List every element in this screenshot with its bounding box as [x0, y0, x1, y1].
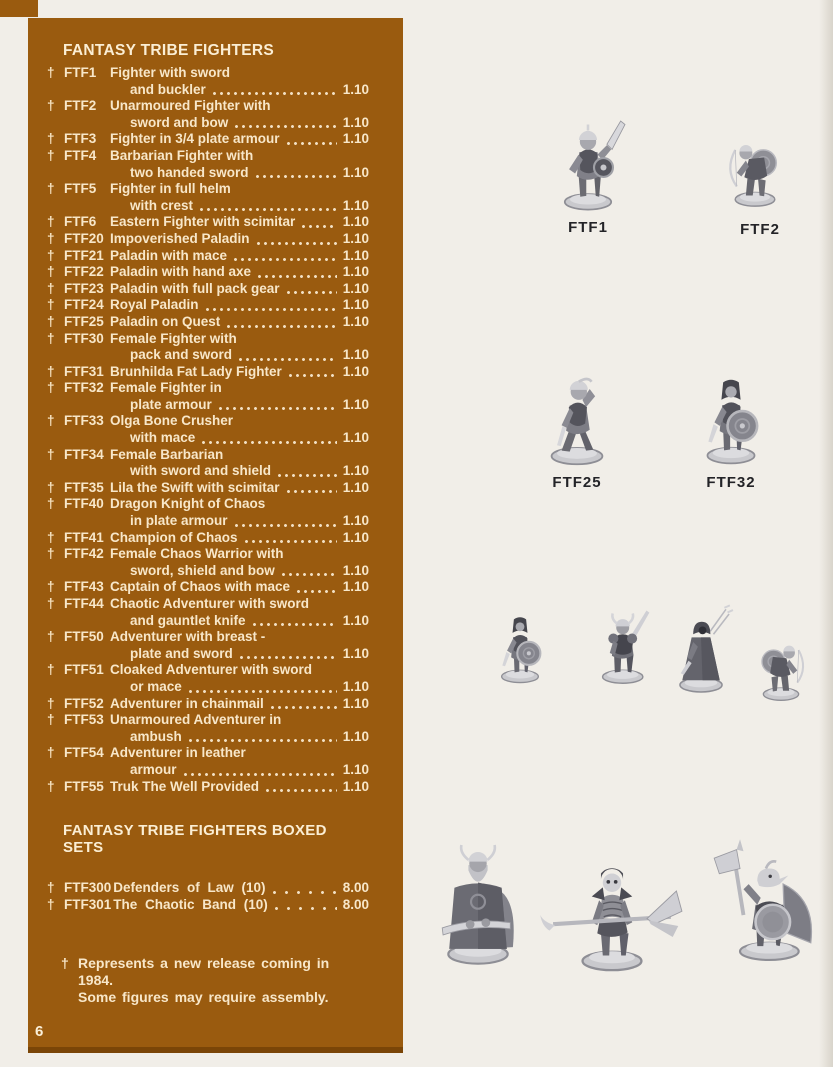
item-description-line: Paladin with hand axe — [110, 264, 252, 280]
item-description-line: Adventurer in chainmail — [110, 695, 264, 711]
item-price: 1.10 — [342, 562, 369, 578]
item-description — [110, 214, 369, 231]
item-description-line: armour — [130, 761, 177, 777]
catalog-item-row — [47, 447, 369, 480]
item-price: 1.10 — [342, 463, 369, 479]
item-code: FTF22 — [64, 264, 104, 280]
catalog-item-row — [47, 65, 369, 98]
catalog-item-row — [47, 530, 369, 547]
miniature-photo-group4-1 — [430, 818, 526, 975]
catalog-item-row — [47, 897, 369, 914]
ftf25-miniature-photo — [531, 340, 623, 467]
item-description — [110, 65, 369, 98]
item-price: 1.10 — [342, 513, 369, 529]
catalog-item-row — [47, 779, 369, 796]
item-description — [110, 314, 369, 331]
item-description-line: Fighter in full helm — [110, 181, 231, 197]
item-description-line: Cloaked Adventurer with sword — [110, 662, 313, 678]
item-code: FTF25 — [64, 313, 104, 329]
new-release-dagger-icon: † — [47, 297, 55, 313]
catalog-item-row — [47, 496, 369, 529]
catalog-item-row — [47, 264, 369, 281]
item-price: 1.10 — [342, 313, 369, 329]
item-code: FTF24 — [64, 297, 104, 313]
item-description — [110, 364, 369, 381]
item-code: FTF300 — [64, 880, 112, 896]
new-release-dagger-icon: † — [47, 65, 55, 80]
item-description-line: plate and sword — [130, 645, 233, 661]
new-release-dagger-icon: † — [47, 181, 55, 197]
dot-leader — [276, 463, 339, 480]
item-price: 1.10 — [342, 247, 369, 263]
item-description-line: with sword and shield — [130, 463, 272, 479]
item-description — [110, 98, 369, 131]
item-price: 1.10 — [342, 297, 369, 313]
item-code: FTF55 — [64, 778, 104, 794]
dot-leader — [233, 115, 338, 132]
item-description-line: with crest — [130, 197, 194, 213]
item-description — [110, 530, 369, 547]
miniature-photo-group3-2 — [586, 570, 658, 700]
ftf1-caption: FTF1 — [568, 219, 608, 236]
new-release-dagger-icon: † — [47, 247, 55, 263]
miniature-photo-group4-2 — [538, 834, 686, 972]
item-price: 1.10 — [342, 81, 369, 97]
item-code: FTF20 — [64, 230, 104, 246]
item-description-line: sword, shield and bow — [130, 562, 275, 578]
item-description-line: with mace — [130, 430, 196, 446]
item-description — [110, 413, 369, 446]
item-description-line: ambush — [130, 728, 182, 744]
item-description-line: plate armour — [130, 396, 212, 412]
catalog-item-row — [47, 281, 369, 298]
new-release-dagger-icon: † — [47, 446, 55, 462]
catalog-item-row — [47, 231, 369, 248]
item-price: 1.10 — [342, 164, 369, 180]
new-release-dagger-icon: † — [47, 363, 55, 379]
item-code: FTF33 — [64, 413, 104, 429]
item-price: 1.10 — [342, 645, 369, 661]
catalog-item-row — [47, 214, 369, 231]
item-description-line: two handed sword — [130, 164, 249, 180]
item-code: FTF34 — [64, 446, 104, 462]
item-code: FTF31 — [64, 363, 104, 379]
item-code: FTF51 — [64, 662, 104, 678]
item-code: FTF1 — [64, 65, 97, 80]
dot-leader — [256, 264, 339, 281]
catalog-item-row — [47, 248, 369, 265]
dot-leader — [204, 297, 339, 314]
item-price: 1.10 — [342, 347, 369, 363]
item-code: FTF5 — [64, 181, 97, 197]
new-release-dagger-icon: † — [47, 496, 55, 512]
ftf1-miniature-photo — [545, 86, 631, 218]
dot-leader — [300, 214, 338, 231]
item-description — [110, 331, 369, 364]
item-code: FTF52 — [64, 695, 104, 711]
item-description-line: Barbarian Fighter with — [110, 147, 254, 163]
new-release-dagger-icon: † — [47, 230, 55, 246]
item-price: 1.10 — [342, 264, 369, 280]
miniature-photo-group3-1 — [486, 576, 554, 698]
dot-leader — [232, 248, 339, 265]
catalog-item-row — [47, 629, 369, 662]
catalog-item-row — [47, 696, 369, 713]
item-code: FTF32 — [64, 380, 104, 396]
boxed-sets-title: FANTASY TRIBE FIGHTERS BOXED SETS — [63, 822, 327, 857]
footnote-text — [78, 955, 369, 1006]
item-code: FTF44 — [64, 596, 104, 611]
item-description-line: Fighter in 3/4 plate armour — [110, 131, 280, 147]
miniature-photo-group3-4 — [744, 608, 818, 703]
dot-leader — [198, 198, 339, 215]
dot-leader — [295, 579, 339, 596]
ftf32-miniature-photo — [685, 344, 777, 466]
item-description-line: and buckler — [130, 81, 206, 97]
new-release-dagger-icon: † — [47, 745, 55, 761]
item-description — [110, 496, 369, 529]
catalog-item-row — [47, 98, 369, 131]
item-description-line: Lila the Swift with scimitar — [110, 479, 280, 495]
item-description — [110, 745, 369, 778]
new-release-dagger-icon: † — [47, 147, 55, 163]
item-description-line: Adventurer with breast - — [110, 629, 266, 645]
item-price: 1.10 — [342, 678, 369, 694]
new-release-dagger-icon: † — [47, 264, 55, 280]
item-price: 1.10 — [342, 430, 369, 446]
item-description-line: Paladin with full pack gear — [110, 280, 280, 296]
dot-leader — [211, 82, 339, 99]
dot-leader — [237, 347, 339, 364]
item-description-line: Fighter with sword — [110, 65, 230, 80]
dot-leader — [217, 397, 339, 414]
dot-leader — [187, 679, 339, 696]
boxed-sets-list — [47, 880, 369, 913]
item-description-line: Defenders of Law (10) — [113, 880, 266, 896]
item-code: FTF43 — [64, 579, 104, 595]
item-description — [110, 131, 369, 148]
new-release-dagger-icon: † — [47, 98, 55, 114]
new-release-dagger-icon: † — [47, 695, 55, 711]
item-price: 1.10 — [342, 230, 369, 246]
item-description — [110, 712, 369, 745]
item-code: FTF3 — [64, 131, 97, 147]
new-release-dagger-icon: † — [47, 313, 55, 329]
item-description-line: pack and sword — [130, 347, 233, 363]
item-description-line: The Chaotic Band (10) — [113, 896, 268, 912]
new-release-dagger-icon: † — [47, 131, 55, 147]
footnote-line: Represents a new release coming in 1984. — [78, 955, 330, 989]
catalog-list — [47, 65, 369, 795]
item-description-line: in plate armour — [130, 513, 228, 529]
item-description — [110, 662, 369, 695]
catalog-item-row — [47, 480, 369, 497]
new-release-dagger-icon: † — [47, 529, 55, 545]
item-description-line: Truk The Well Provided — [110, 778, 260, 794]
item-code: FTF35 — [64, 479, 104, 495]
dot-leader — [285, 281, 339, 298]
new-release-dagger-icon: † — [47, 214, 55, 230]
item-description — [113, 897, 369, 914]
new-release-dagger-icon: † — [61, 955, 69, 972]
price-list-panel — [28, 18, 403, 1053]
item-code: FTF42 — [64, 546, 104, 562]
dot-leader — [280, 563, 339, 580]
catalog-item-row — [47, 596, 369, 629]
item-description — [110, 181, 369, 214]
item-description-line: and gauntlet knife — [130, 612, 246, 628]
section-title: FANTASY TRIBE FIGHTERS — [63, 42, 274, 59]
new-release-dagger-icon: † — [47, 896, 55, 912]
item-description-line: Impoverished Paladin — [110, 230, 250, 246]
new-release-dagger-icon: † — [47, 330, 55, 346]
item-code: FTF4 — [64, 147, 97, 163]
item-description-line: Brunhilda Fat Lady Fighter — [110, 363, 282, 379]
item-description — [110, 480, 369, 497]
item-description — [113, 880, 369, 897]
item-description-line: Paladin with mace — [110, 247, 228, 263]
item-price: 1.10 — [342, 396, 369, 412]
item-price: 1.10 — [342, 695, 369, 711]
item-description — [110, 148, 369, 181]
dot-leader — [269, 696, 339, 713]
new-release-dagger-icon: † — [47, 629, 55, 645]
item-description — [110, 447, 369, 480]
item-description-line: Unarmoured Adventurer in — [110, 712, 282, 728]
catalog-item-row — [47, 712, 369, 745]
item-description-line: Female Fighter with — [110, 330, 237, 346]
dot-leader — [271, 880, 339, 897]
new-release-dagger-icon: † — [47, 579, 55, 595]
ftf2-miniature-photo — [717, 100, 793, 212]
item-price: 1.10 — [342, 612, 369, 628]
new-release-dagger-icon: † — [47, 662, 55, 678]
dot-leader — [200, 430, 338, 447]
footnote — [61, 955, 369, 1006]
new-release-dagger-icon: † — [47, 596, 55, 611]
item-code: FTF301 — [64, 896, 112, 912]
item-description — [110, 596, 369, 629]
corner-print-mark — [0, 0, 38, 17]
miniature-photo-group4-3 — [690, 824, 828, 970]
catalog-item-row — [47, 314, 369, 331]
new-release-dagger-icon: † — [47, 778, 55, 794]
item-code: FTF54 — [64, 745, 104, 761]
dot-leader — [233, 513, 339, 530]
item-description — [110, 546, 369, 579]
item-description-line: Unarmoured Fighter with — [110, 98, 271, 114]
item-description — [110, 779, 369, 796]
item-code: FTF53 — [64, 712, 104, 728]
item-description-line: Chaotic Adventurer with sword — [110, 596, 310, 611]
catalog-item-row — [47, 380, 369, 413]
item-price: 1.10 — [342, 579, 369, 595]
catalog-item-row — [47, 579, 369, 596]
item-price: 1.10 — [342, 131, 369, 147]
item-code: FTF41 — [64, 529, 104, 545]
item-price: 1.10 — [342, 761, 369, 777]
item-code: FTF21 — [64, 247, 104, 263]
dot-leader — [182, 762, 339, 779]
item-description-line: or mace — [130, 678, 182, 694]
catalog-item-row — [47, 364, 369, 381]
dot-leader — [285, 131, 339, 148]
item-price: 1.10 — [342, 214, 369, 230]
item-description — [110, 231, 369, 248]
ftf32-caption: FTF32 — [706, 474, 756, 491]
dot-leader — [243, 530, 339, 547]
new-release-dagger-icon: † — [47, 280, 55, 296]
page-number: 6 — [35, 1023, 44, 1040]
item-description-line: Captain of Chaos with mace — [110, 579, 291, 595]
item-code: FTF50 — [64, 629, 104, 645]
dot-leader — [287, 364, 339, 381]
item-description-line: Royal Paladin — [110, 297, 199, 313]
item-description-line: Female Barbarian — [110, 446, 224, 462]
catalog-item-row — [47, 745, 369, 778]
item-description-line: sword and bow — [130, 114, 229, 130]
dot-leader — [238, 646, 339, 663]
new-release-dagger-icon: † — [47, 380, 55, 396]
catalog-item-row — [47, 546, 369, 579]
miniature-photo-group3-3 — [662, 582, 740, 699]
catalog-item-row — [47, 662, 369, 695]
item-description-line: Adventurer in leather — [110, 745, 246, 761]
item-price: 8.00 — [342, 880, 369, 896]
item-description-line: Dragon Knight of Chaos — [110, 496, 266, 512]
footnote-line: Some figures may require assembly. — [78, 989, 329, 1006]
item-price: 1.10 — [342, 728, 369, 744]
item-description — [110, 579, 369, 596]
dot-leader — [225, 314, 338, 331]
item-description — [110, 264, 369, 281]
catalog-item-row — [47, 148, 369, 181]
item-description — [110, 696, 369, 713]
catalog-item-row — [47, 181, 369, 214]
catalog-item-row — [47, 331, 369, 364]
dot-leader — [251, 613, 339, 630]
new-release-dagger-icon: † — [47, 712, 55, 728]
catalog-item-row — [47, 131, 369, 148]
item-description-line: Female Chaos Warrior with — [110, 546, 284, 562]
item-description-line: Paladin on Quest — [110, 313, 221, 329]
item-code: FTF40 — [64, 496, 104, 512]
item-price: 1.10 — [342, 529, 369, 545]
catalog-item-row — [47, 880, 369, 897]
item-description-line: Eastern Fighter with scimitar — [110, 214, 296, 230]
item-code: FTF6 — [64, 214, 97, 230]
new-release-dagger-icon: † — [47, 479, 55, 495]
new-release-dagger-icon: † — [47, 546, 55, 562]
item-description — [110, 629, 369, 662]
dot-leader — [255, 231, 339, 248]
item-description — [110, 281, 369, 298]
item-code: FTF30 — [64, 330, 104, 346]
item-price: 1.10 — [342, 363, 369, 379]
item-price: 1.10 — [342, 479, 369, 495]
ftf2-caption: FTF2 — [740, 221, 780, 238]
item-price: 1.10 — [342, 778, 369, 794]
catalog-item-row — [47, 413, 369, 446]
dot-leader — [273, 897, 339, 914]
ftf25-caption: FTF25 — [552, 474, 602, 491]
item-price: 1.10 — [342, 197, 369, 213]
item-description-line: Champion of Chaos — [110, 529, 238, 545]
item-description-line: Olga Bone Crusher — [110, 413, 234, 429]
new-release-dagger-icon: † — [47, 880, 55, 896]
item-price: 8.00 — [342, 896, 369, 912]
item-price: 1.10 — [342, 280, 369, 296]
item-price: 1.10 — [342, 114, 369, 130]
item-description — [110, 248, 369, 265]
item-code: FTF23 — [64, 280, 104, 296]
dot-leader — [285, 480, 339, 497]
dot-leader — [254, 165, 339, 182]
item-description-line: Female Fighter in — [110, 380, 222, 396]
dot-leader — [187, 729, 339, 746]
catalog-item-row — [47, 297, 369, 314]
item-code: FTF2 — [64, 98, 97, 114]
item-description — [110, 380, 369, 413]
dot-leader — [264, 779, 339, 796]
item-description — [110, 297, 369, 314]
new-release-dagger-icon: † — [47, 413, 55, 429]
